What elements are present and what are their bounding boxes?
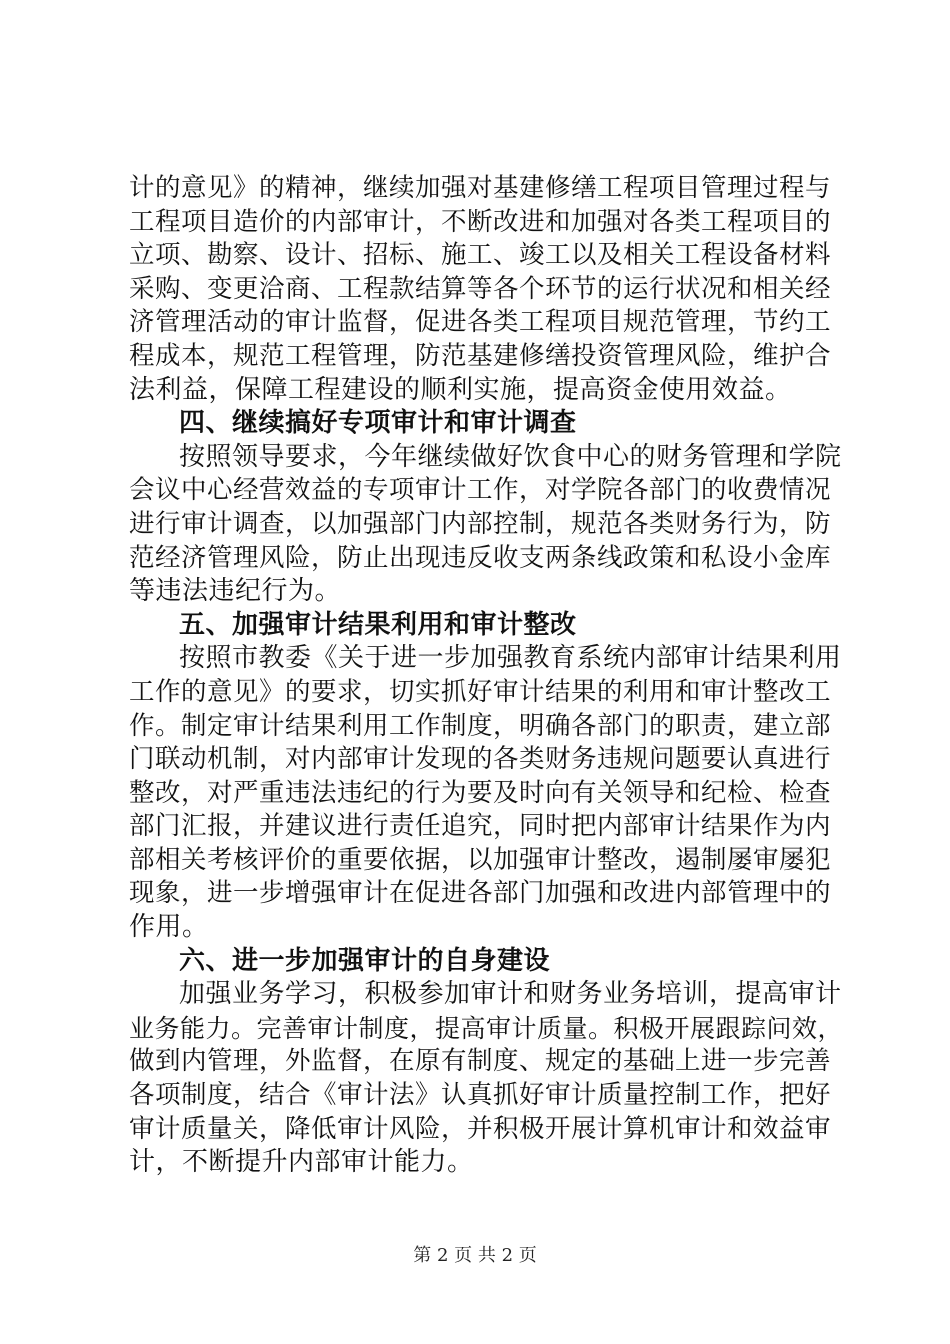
text-line: 部门汇报，并建议进行责任追究，同时把内部审计结果作为内 (129, 811, 832, 842)
text-line: 按照领导要求，今年继续做好饮食中心的财务管理和学院 (179, 441, 842, 472)
page-footer: 第 2 页 共 2 页 (413, 1245, 537, 1266)
document-body (129, 172, 844, 1180)
text-line: 计的意见》的精神，继续加强对基建修缮工程项目管理过程与 (129, 173, 832, 203)
text-line: 各项制度，结合《审计法》认真抓好审计质量控制工作，把好 (129, 1080, 832, 1111)
text-line: 作用。 (129, 912, 209, 943)
text-line: 程成本，规范工程管理，防范基建修缮投资管理风险，维护合 (129, 340, 832, 371)
text-line: 审计质量关，降低审计风险，并积极开展计算机审计和效益审 (129, 1113, 832, 1144)
text-line: 按照市教委《关于进一步加强教育系统内部审计结果利用 (179, 643, 842, 674)
text-line: 范经济管理风险，防止出现违反收支两条线政策和私设小金库 (129, 542, 832, 573)
text-line: 济管理活动的审计监督，促进各类工程项目规范管理，节约工 (129, 307, 832, 338)
text-line: 加强业务学习，积极参加审计和财务业务培训，提高审计 (179, 979, 842, 1010)
text-line: 业务能力。完善审计制度，提高审计质量。积极开展跟踪问效， (129, 1013, 844, 1043)
text-line: 部相关考核评价的重要依据，以加强审计整改，遏制屡审屡犯 (129, 844, 832, 875)
text-line: 整改，对严重违法违纪的行为要及时向有关领导和纪检、检查 (129, 777, 832, 808)
section-heading: 六、进一步加强审计的自身建设 (179, 945, 551, 976)
text-line: 做到内管理，外监督，在原有制度、规定的基础上进一步完善 (129, 1046, 832, 1077)
text-line: 采购、变更洽商、工程款结算等各个环节的运行状况和相关经 (129, 273, 832, 304)
text-line: 等违法违纪行为。 (129, 576, 342, 607)
text-line: 会议中心经营效益的专项审计工作，对学院各部门的收费情况 (129, 475, 832, 506)
text-line: 门联动机制，对内部审计发现的各类财务违规问题要认真进行 (129, 744, 832, 775)
text-line: 工程项目造价的内部审计，不断改进和加强对各类工程项目的 (129, 206, 832, 237)
section-heading: 四、继续搞好专项审计和审计调查 (179, 408, 577, 439)
text-line: 进行审计调查，以加强部门内部控制，规范各类财务行为，防 (129, 508, 832, 539)
text-line: 作。制定审计结果利用工作制度，明确各部门的职责，建立部 (129, 710, 832, 741)
text-line: 立项、勘察、设计、招标、施工、竣工以及相关工程设备材料 (129, 240, 832, 271)
section-heading: 五、加强审计结果利用和审计整改 (179, 609, 577, 640)
text-line: 现象，进一步增强审计在促进各部门加强和改进内部管理中的 (129, 878, 832, 909)
text-line: 法利益，保障工程建设的顺利实施，提高资金使用效益。 (129, 374, 792, 405)
text-line: 计，不断提升内部审计能力。 (129, 1147, 474, 1178)
text-line: 工作的意见》的要求，切实抓好审计结果的利用和审计整改工 (129, 676, 832, 707)
